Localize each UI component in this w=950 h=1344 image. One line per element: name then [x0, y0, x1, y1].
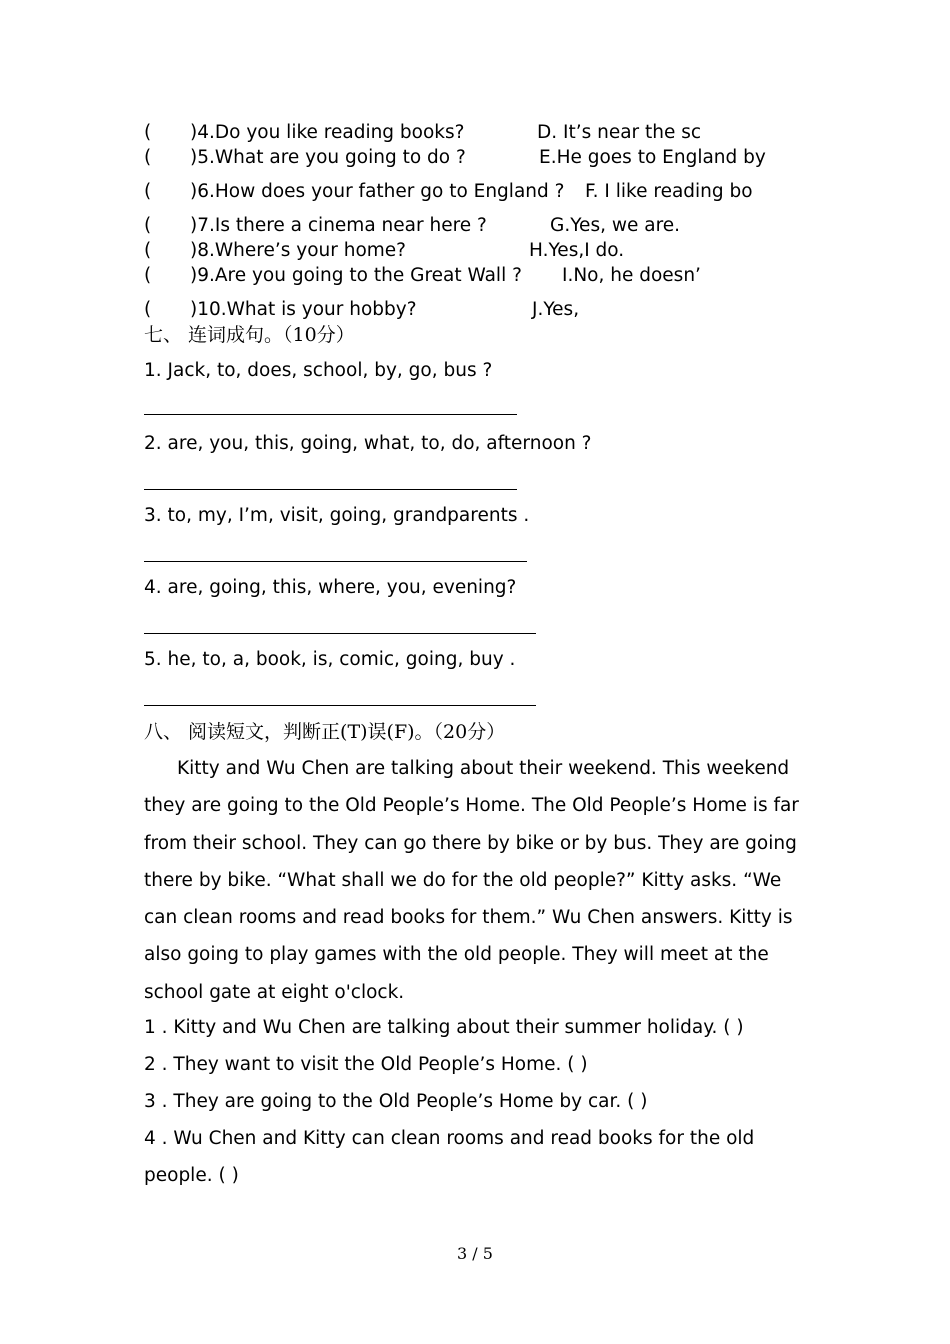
answer-blank[interactable]: (	[144, 265, 152, 286]
match-answer: E.He goes to England by	[539, 147, 766, 168]
tf-question-4-continued: people. ( )	[144, 1165, 239, 1186]
answer-blank[interactable]: (	[144, 215, 152, 236]
answer-line[interactable]	[144, 489, 517, 490]
match-answer: J.Yes,	[532, 299, 580, 320]
tf-question-2: 2 . They want to visit the Old People’s Home. ( )	[144, 1054, 588, 1075]
tf-question-3: 3 . They are going to the Old People’s Home by car. ( )	[144, 1091, 648, 1112]
answer-line[interactable]	[144, 561, 527, 562]
reorder-item-1: 1. Jack, to, does, school, by, go, bus ?	[144, 360, 493, 381]
match-row-5	[144, 147, 466, 169]
match-row-9	[144, 265, 522, 287]
answer-blank[interactable]: (	[144, 181, 152, 202]
match-row-7	[144, 215, 487, 237]
section-8-heading: 八、 阅读短文，判断正(T)误(F)。（20分）	[144, 721, 506, 743]
reading-passage: Kitty and Wu Chen are talking about their weekend. This weekend they are going to the Old People’s Home. The Old People’s Home is far from their school. They can go there by bike or by bus. They are going there by bike. “What shall we do for the old people?” Kitty asks. “We can clean rooms and read books for them.” Wu Chen answers. Kitty is also going to play games with the old people. They will meet at the school gate at eight o'clock.	[144, 758, 799, 1003]
match-answer: H.Yes,I do.	[529, 240, 625, 261]
match-answer: G.Yes, we are.	[550, 215, 681, 236]
match-question: )8.Where’s your home?	[190, 240, 406, 261]
answer-line[interactable]	[144, 414, 517, 415]
tf-question-4: 4 . Wu Chen and Kitty can clean rooms and read books for the old	[144, 1128, 755, 1149]
match-question: )10.What is your hobby?	[190, 299, 417, 320]
reorder-item-5: 5. he, to, a, book, is, comic, going, buy .	[144, 649, 516, 670]
answer-blank[interactable]: (	[144, 147, 152, 168]
match-answer: I.No, he doesn’	[562, 265, 701, 286]
section-7-heading: 七、 连词成句。（10分）	[144, 324, 355, 346]
answer-blank[interactable]: (	[144, 299, 152, 320]
match-row-8	[144, 240, 406, 262]
tf-question-1: 1 . Kitty and Wu Chen are talking about their summer holiday. ( )	[144, 1017, 744, 1038]
match-answer: D. It’s near the sc	[537, 122, 702, 143]
match-row-6	[144, 181, 564, 203]
reorder-item-3: 3. to, my, I’m, visit, going, grandparents .	[144, 505, 530, 526]
match-question: )4.Do you like reading books?	[190, 122, 465, 143]
match-row-4	[144, 122, 464, 144]
match-question: )7.Is there a cinema near here ?	[190, 215, 487, 236]
match-question: )6.How does your father go to England ?	[190, 181, 565, 202]
match-answer: F. I like reading bo	[585, 181, 753, 202]
answer-blank[interactable]: (	[144, 240, 152, 261]
match-row-10	[144, 299, 417, 321]
page-number: 3 / 5	[457, 1244, 493, 1263]
answer-line[interactable]	[144, 705, 536, 706]
answer-blank[interactable]: (	[144, 122, 152, 143]
reorder-item-4: 4. are, going, this, where, you, evening?	[144, 577, 517, 598]
match-question: )9.Are you going to the Great Wall ?	[190, 265, 522, 286]
answer-line[interactable]	[144, 633, 536, 634]
match-question: )5.What are you going to do ?	[190, 147, 466, 168]
reorder-item-2: 2. are, you, this, going, what, to, do, afternoon ?	[144, 433, 592, 454]
